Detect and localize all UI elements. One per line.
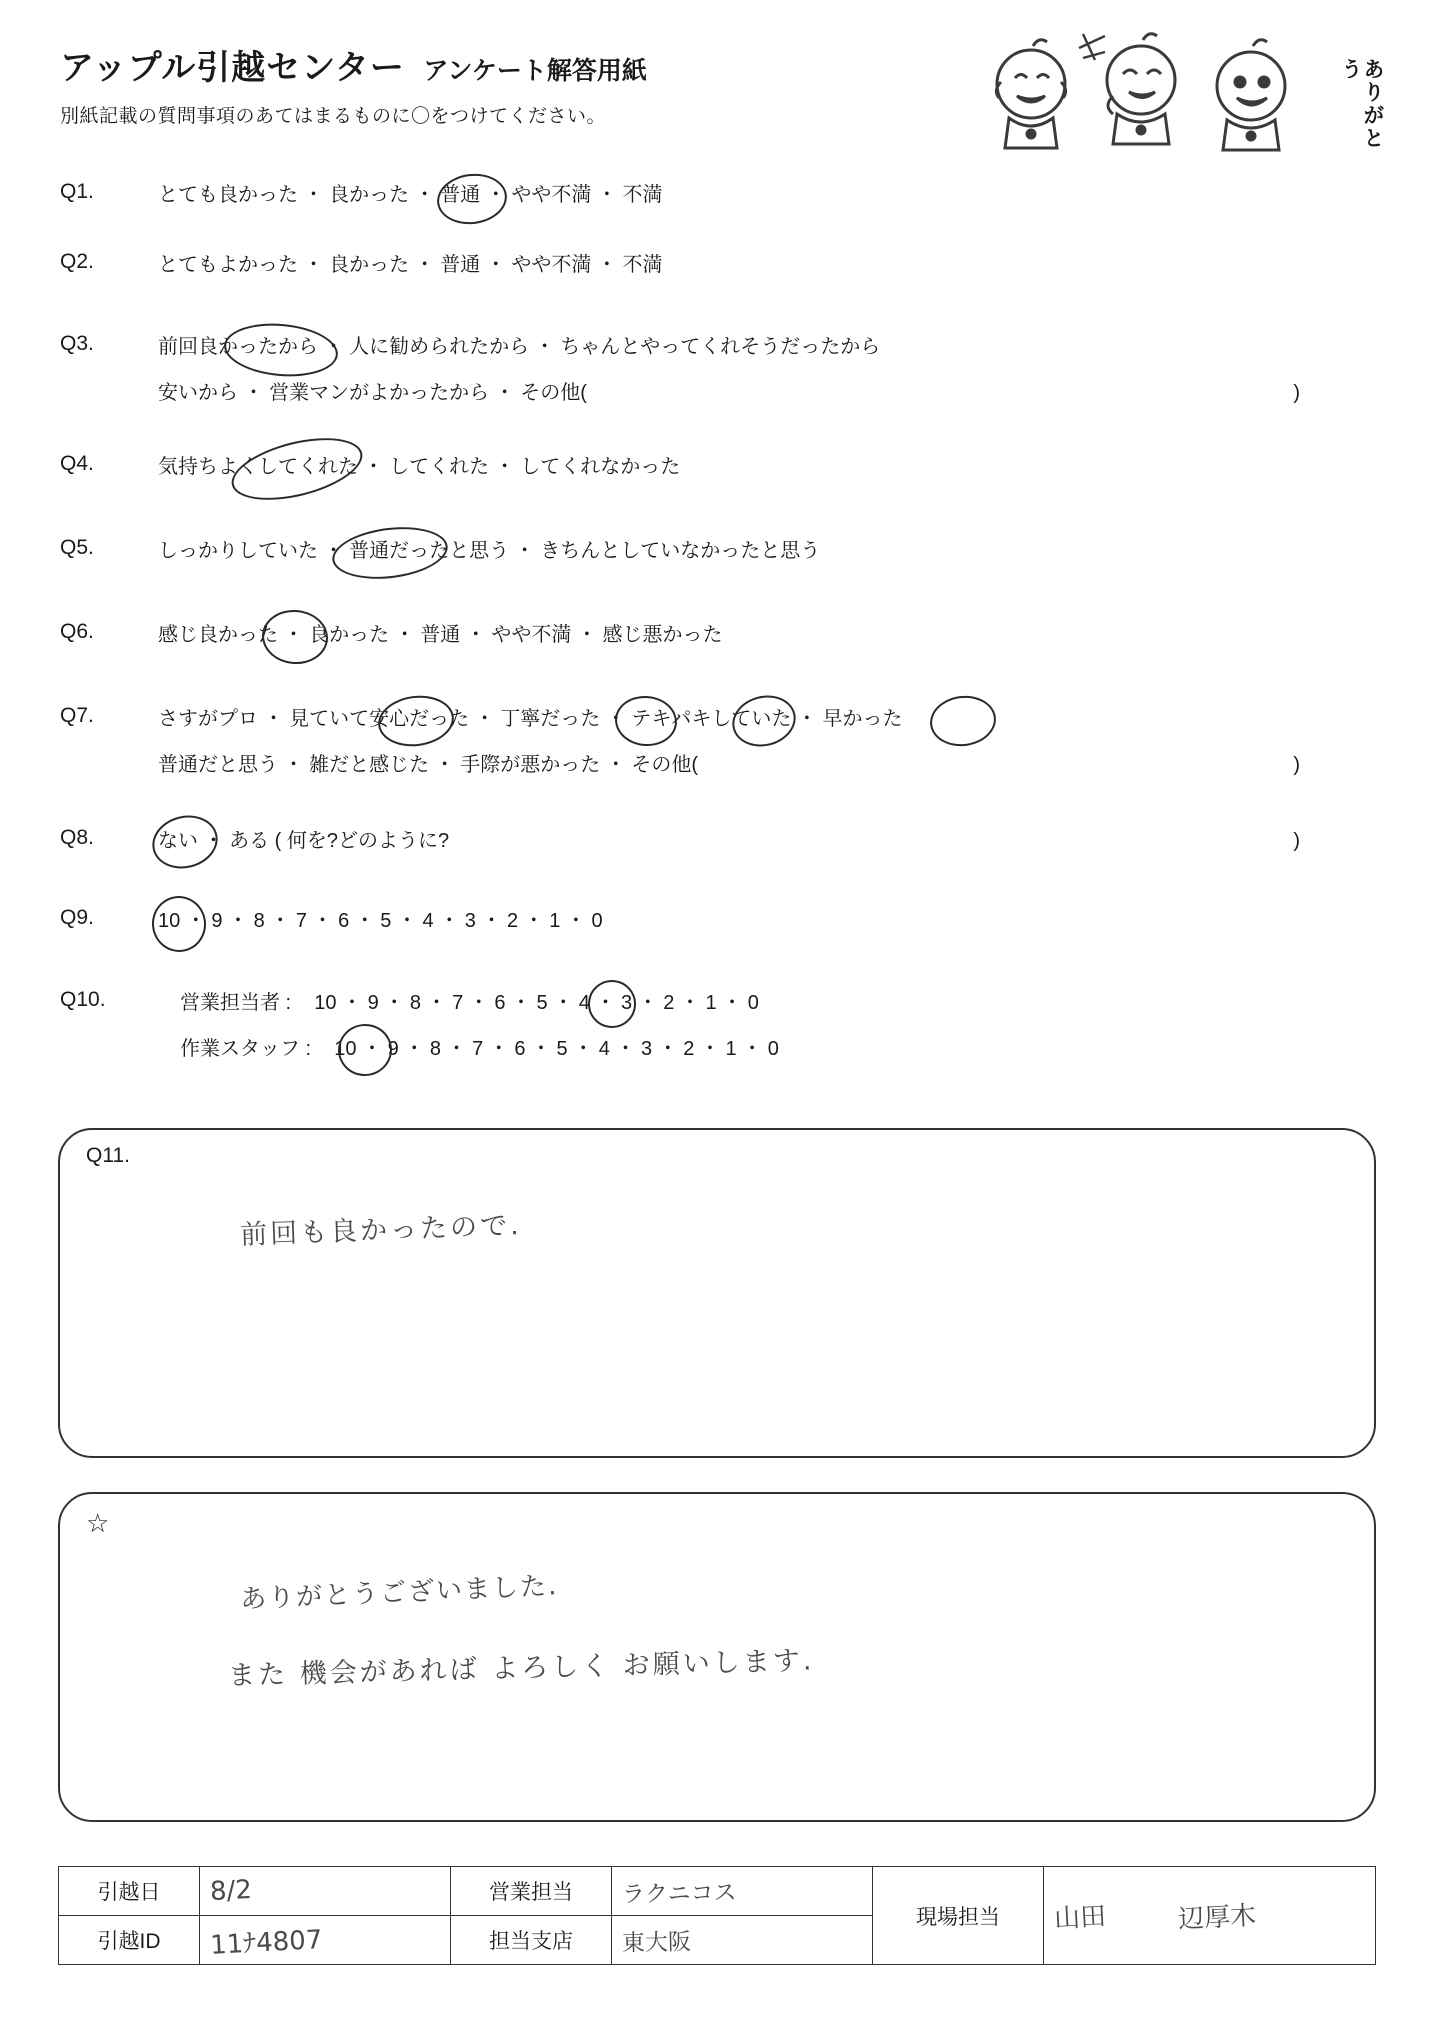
q11-label: Q11. bbox=[86, 1144, 130, 1167]
page-title: アンケート解答用紙 bbox=[423, 57, 647, 85]
free-comment-line-1: ありがとうございました. bbox=[239, 1571, 559, 1615]
site-staff-handwriting-2: 辺厚木 bbox=[1177, 1900, 1257, 1936]
free-comment-area bbox=[58, 1492, 1376, 1822]
branch-value[interactable] bbox=[612, 1916, 873, 1965]
other-paren-close: ) bbox=[1293, 754, 1300, 776]
mascot-illustration bbox=[973, 28, 1393, 168]
other-paren-close: ) bbox=[1293, 830, 1300, 852]
footer-info-table bbox=[58, 1866, 1376, 1965]
question-row-q1 bbox=[60, 180, 1380, 250]
rating-scale-sales: 10 ・ 9 ・ 8 ・ 7 ・ 6 ・ 5 ・ 4 ・ 3 ・ 2 ・ 1 ・ 0 bbox=[314, 992, 759, 1014]
question-label: Q9. bbox=[60, 906, 94, 929]
free-comment-box[interactable] bbox=[58, 1492, 1376, 1822]
q11-handwritten-answer: 前回も良かったので. bbox=[239, 1210, 523, 1251]
branch-handwriting: 東大阪 bbox=[621, 1928, 692, 1957]
question-label: Q8. bbox=[60, 826, 94, 849]
branch-label: 担当支店 bbox=[451, 1916, 612, 1965]
sales-handwriting: ラクニコス bbox=[621, 1879, 737, 1908]
thanks-text: ありがとう bbox=[1338, 58, 1384, 150]
question-options: とてもよかった ・ 良かった ・ 普通 ・ やや不満 ・ 不満 bbox=[158, 254, 663, 276]
q11-box[interactable] bbox=[58, 1128, 1376, 1458]
question-options: 前回良かったから ・ 人に勧められたから ・ ちゃんとやってくれそうだったから bbox=[158, 336, 881, 358]
star-icon: ☆ bbox=[86, 1508, 110, 1538]
question-label: Q3. bbox=[60, 332, 94, 355]
sales-label: 営業担当 bbox=[451, 1867, 612, 1916]
move-date-value[interactable] bbox=[200, 1867, 451, 1916]
question-row-q6 bbox=[60, 620, 1380, 704]
question-label: Q10. bbox=[60, 988, 106, 1011]
question-row-q2 bbox=[60, 250, 1380, 332]
question-row-q5 bbox=[60, 536, 1380, 620]
brand-title: アップル引越センター bbox=[60, 49, 405, 87]
question-options: しっかりしていた ・ 普通だったと思う ・ きちんとしていなかったと思う bbox=[158, 540, 821, 562]
site-staff-value[interactable] bbox=[1044, 1867, 1376, 1965]
table-row bbox=[59, 1867, 1376, 1916]
question-label: Q5. bbox=[60, 536, 94, 559]
question-options: 感じ良かった ・ 良かった ・ 普通 ・ やや不満 ・ 感じ悪かった bbox=[158, 624, 723, 646]
site-staff-handwriting-1: 山田 bbox=[1053, 1901, 1107, 1935]
question-options: ない ・ ある ( 何を?どのように? bbox=[158, 830, 450, 852]
crew-label: 作業スタッフ : bbox=[180, 1038, 312, 1060]
free-comment-line-2: また 機会があれば よろしく お願いします. bbox=[227, 1645, 815, 1692]
other-paren-close: ) bbox=[1293, 382, 1300, 404]
page-header bbox=[60, 40, 960, 128]
sales-rep-label: 営業担当者 : bbox=[180, 992, 292, 1014]
question-options: 安いから ・ 営業マンがよかったから ・ その他( bbox=[158, 382, 587, 404]
question-options: さすがプロ ・ 見ていて安心だった ・ 丁寧だった ・ テキパキしていた ・ 早かった bbox=[158, 708, 903, 730]
question-options: 普通だと思う ・ 雑だと感じた ・ 手際が悪かった ・ その他( bbox=[158, 754, 698, 776]
question-label: Q6. bbox=[60, 620, 94, 643]
rating-scale-q9: 10 ・ 9 ・ 8 ・ 7 ・ 6 ・ 5 ・ 4 ・ 3 ・ 2 ・ 1 ・ 0 bbox=[158, 910, 603, 932]
question-label: Q1. bbox=[60, 180, 94, 203]
question-label: Q7. bbox=[60, 704, 94, 727]
instruction-text: 別紙記載の質問事項のあてはまるものに〇をつけてください。 bbox=[60, 106, 607, 127]
question-label: Q2. bbox=[60, 250, 94, 273]
site-staff-label: 現場担当 bbox=[873, 1867, 1044, 1965]
question-label: Q4. bbox=[60, 452, 94, 475]
move-id-label: 引越ID bbox=[59, 1916, 200, 1965]
question-row-q7 bbox=[60, 704, 1380, 826]
question-row-q8 bbox=[60, 826, 1380, 906]
question-list bbox=[60, 180, 1380, 1098]
move-date-handwriting: 8/2 bbox=[209, 1874, 253, 1908]
question-row-q9 bbox=[60, 906, 1380, 988]
question-row-q3 bbox=[60, 332, 1380, 452]
move-id-value[interactable] bbox=[200, 1916, 451, 1965]
sales-value[interactable] bbox=[612, 1867, 873, 1916]
question-row-q4 bbox=[60, 452, 1380, 536]
rating-scale-crew: 10 ・ 9 ・ 8 ・ 7 ・ 6 ・ 5 ・ 4 ・ 3 ・ 2 ・ 1 ・ 0 bbox=[334, 1038, 779, 1060]
question-options: とても良かった ・ 良かった ・ 普通 ・ やや不満 ・ 不満 bbox=[158, 184, 663, 206]
move-id-handwriting: 11ﾅ4807 bbox=[209, 1924, 324, 1961]
move-date-label: 引越日 bbox=[59, 1867, 200, 1916]
q11-comment-area bbox=[58, 1128, 1376, 1458]
apple-characters-icon bbox=[973, 28, 1393, 168]
question-row-q10 bbox=[60, 988, 1380, 1098]
question-options: 気持ちよくしてくれた ・ してくれた ・ してくれなかった bbox=[158, 456, 681, 478]
